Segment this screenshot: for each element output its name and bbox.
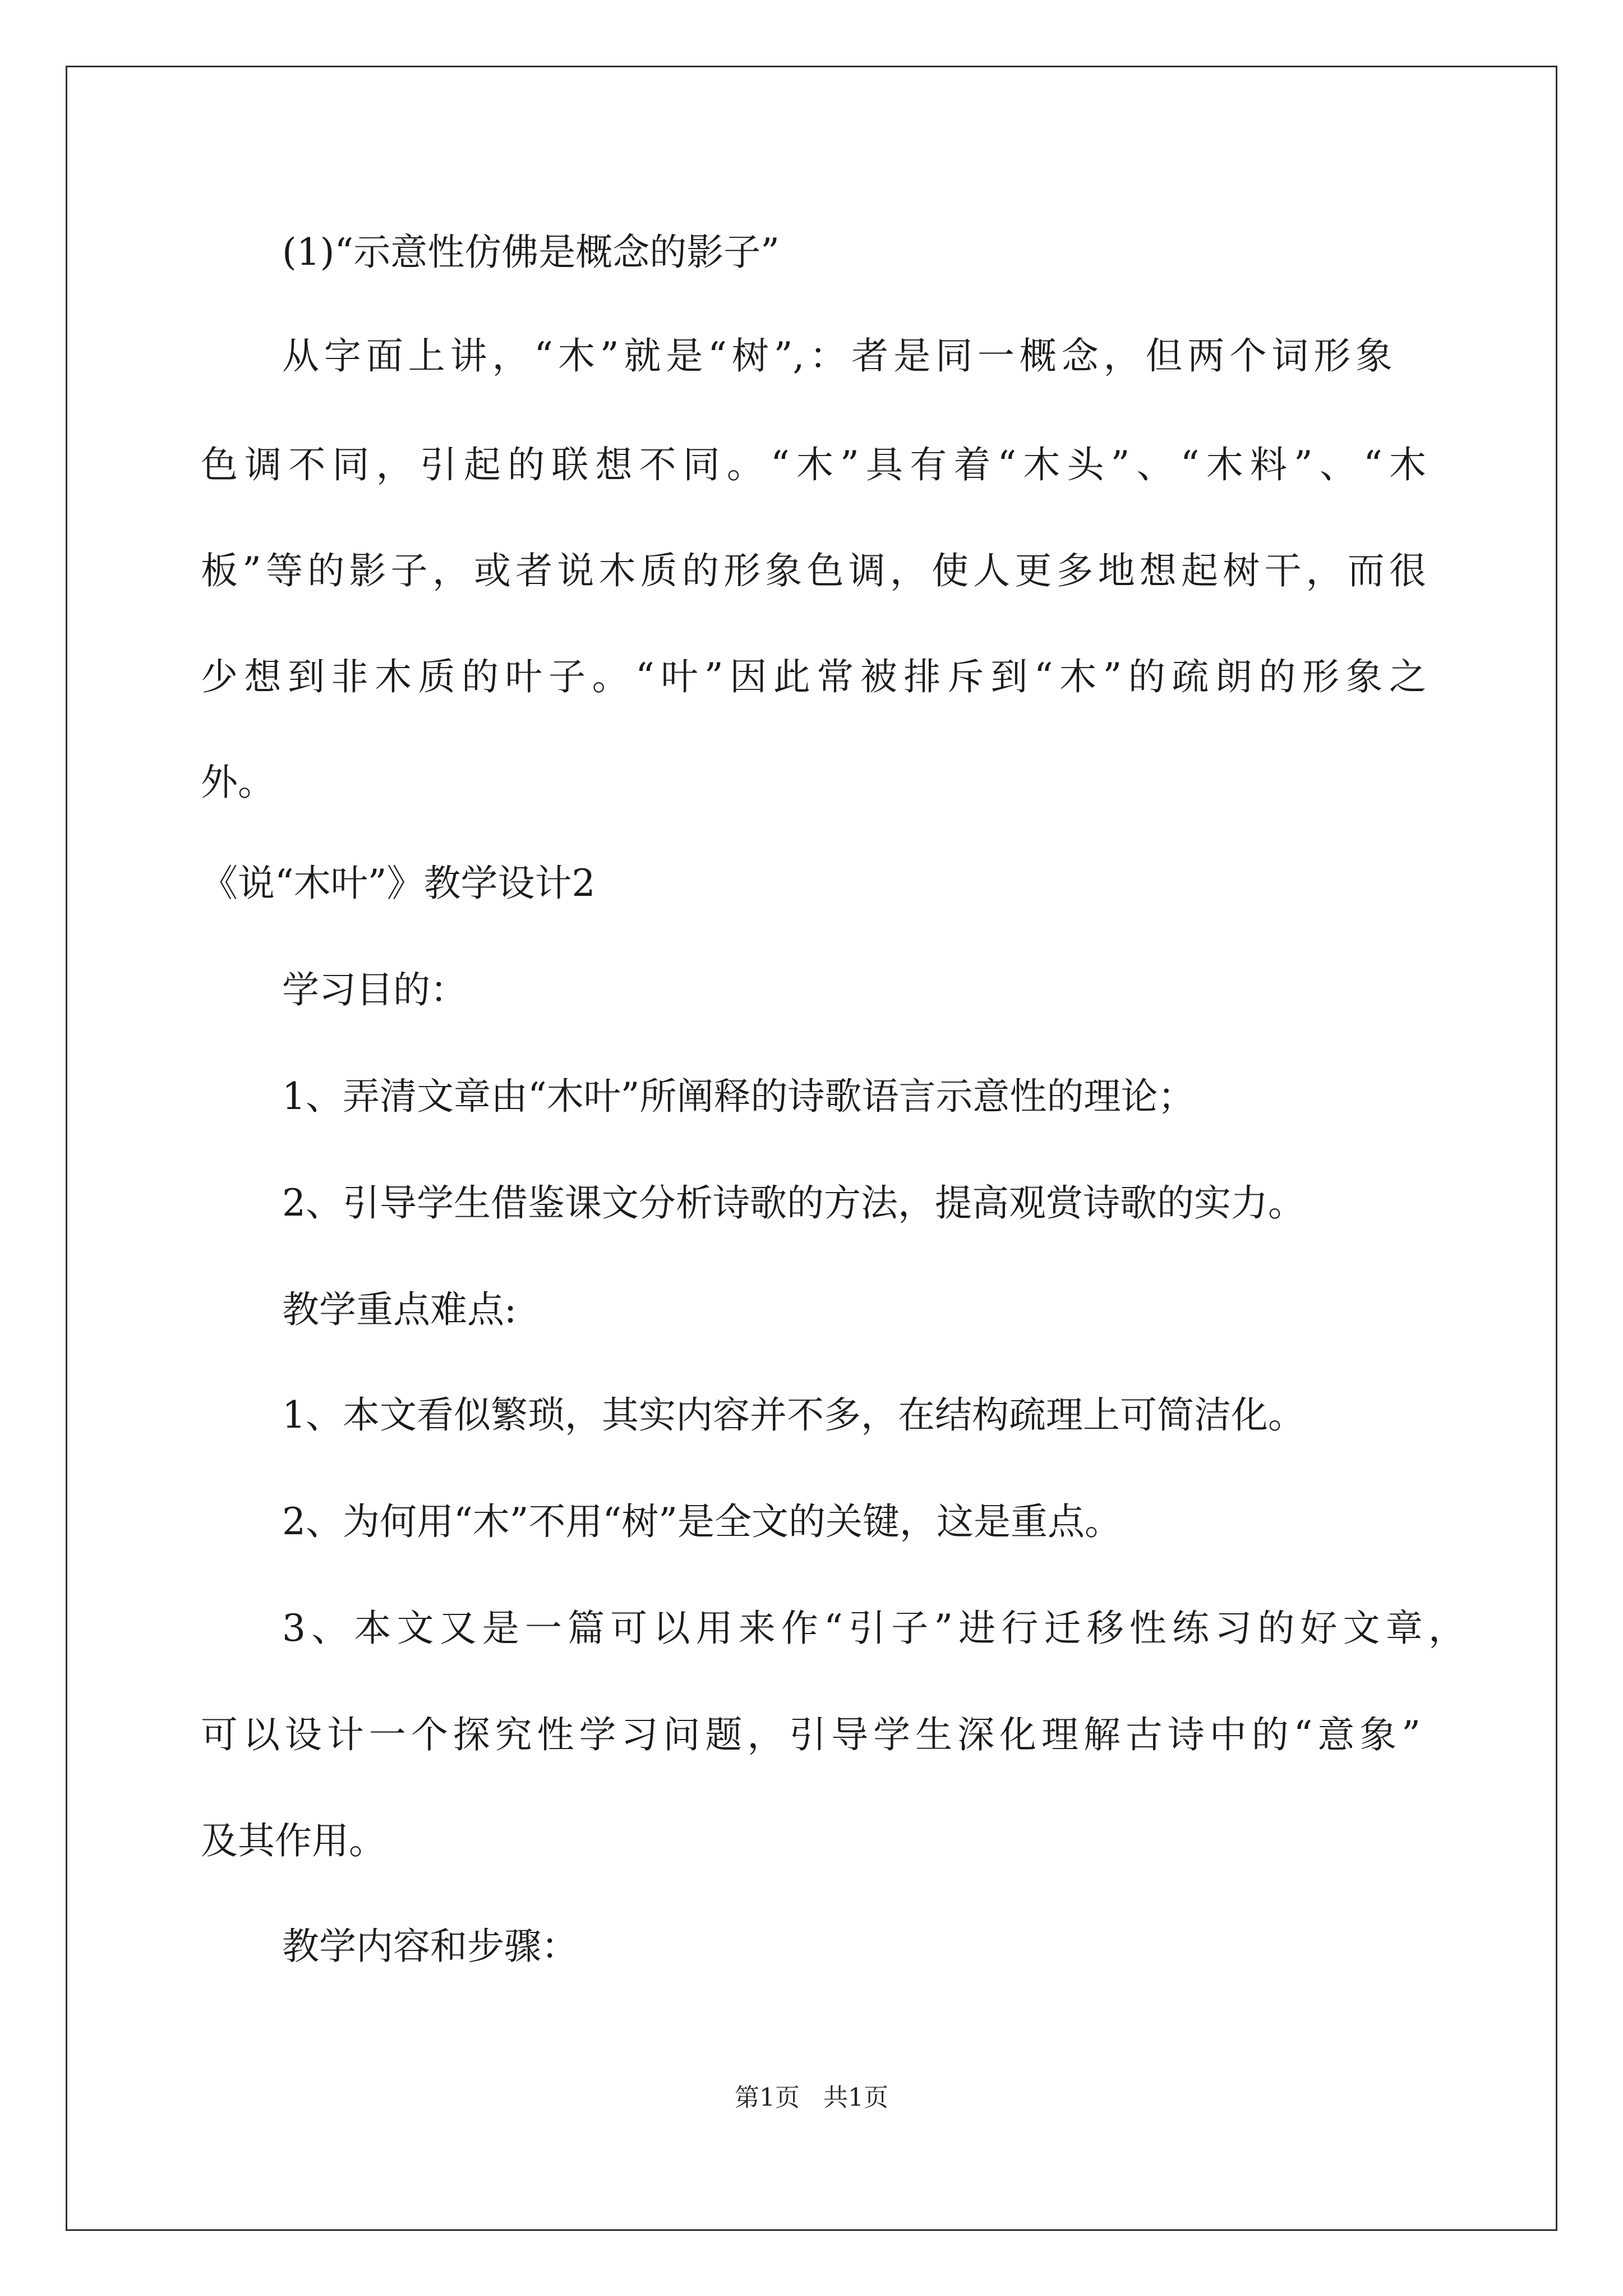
para-1-line-4: 少想到非木质的叶子。“叶”因此常被排斥到“木”的疏朗的形象之 [201,655,1426,698]
page-border [66,66,1557,2231]
goal-2: 2、引导学生借鉴课文分析诗歌的方法，提高观赏诗歌的实力。 [282,1181,1305,1225]
focus-1: 1、本文看似繁琐，其实内容并不多，在结构疏理上可简洁化。 [282,1393,1305,1437]
page-footer [0,2081,1623,2115]
focus-label: 教学重点难点: [282,1288,517,1331]
focus-2: 2、为何用“木”不用“树”是全文的关键，这是重点。 [282,1500,1122,1543]
focus-3-line-2: 可以设计一个探究性学习问题，引导学生深化理解古诗中的“意象” [201,1713,1421,1756]
goal-1: 1、弄清文章由“木叶”所阐释的诗歌语言示意性的理论； [282,1075,1195,1118]
steps-label: 教学内容和步骤： [282,1925,578,1968]
focus-3-line-1: 3、本文又是一篇可以用来作“引子”进行迁移性练习的好文章， [282,1607,1465,1650]
para-1-line-1: 从字面上讲，“木”就是“树”,：者是同一概念，但两个词形象 [282,334,1393,378]
page-current: 第1页 [735,2083,800,2112]
para-1-line-5: 外。 [201,761,275,804]
page-total: 共1页 [823,2083,888,2112]
para-1-line-3: 板”等的影子，或者说木质的形象色调，使人更多地想起树干，而很 [201,549,1426,592]
para-1-line-2: 色调不同，引起的联想不同。“木”具有着“木头”、“木料”、“木 [201,443,1426,486]
heading-1: (1)“示意性仿佛是概念的影子” [282,231,780,274]
section-title: 《说“木叶”》教学设计2 [201,862,596,905]
focus-3-line-3: 及其作用。 [201,1819,386,1862]
goals-label: 学习目的： [282,968,467,1011]
